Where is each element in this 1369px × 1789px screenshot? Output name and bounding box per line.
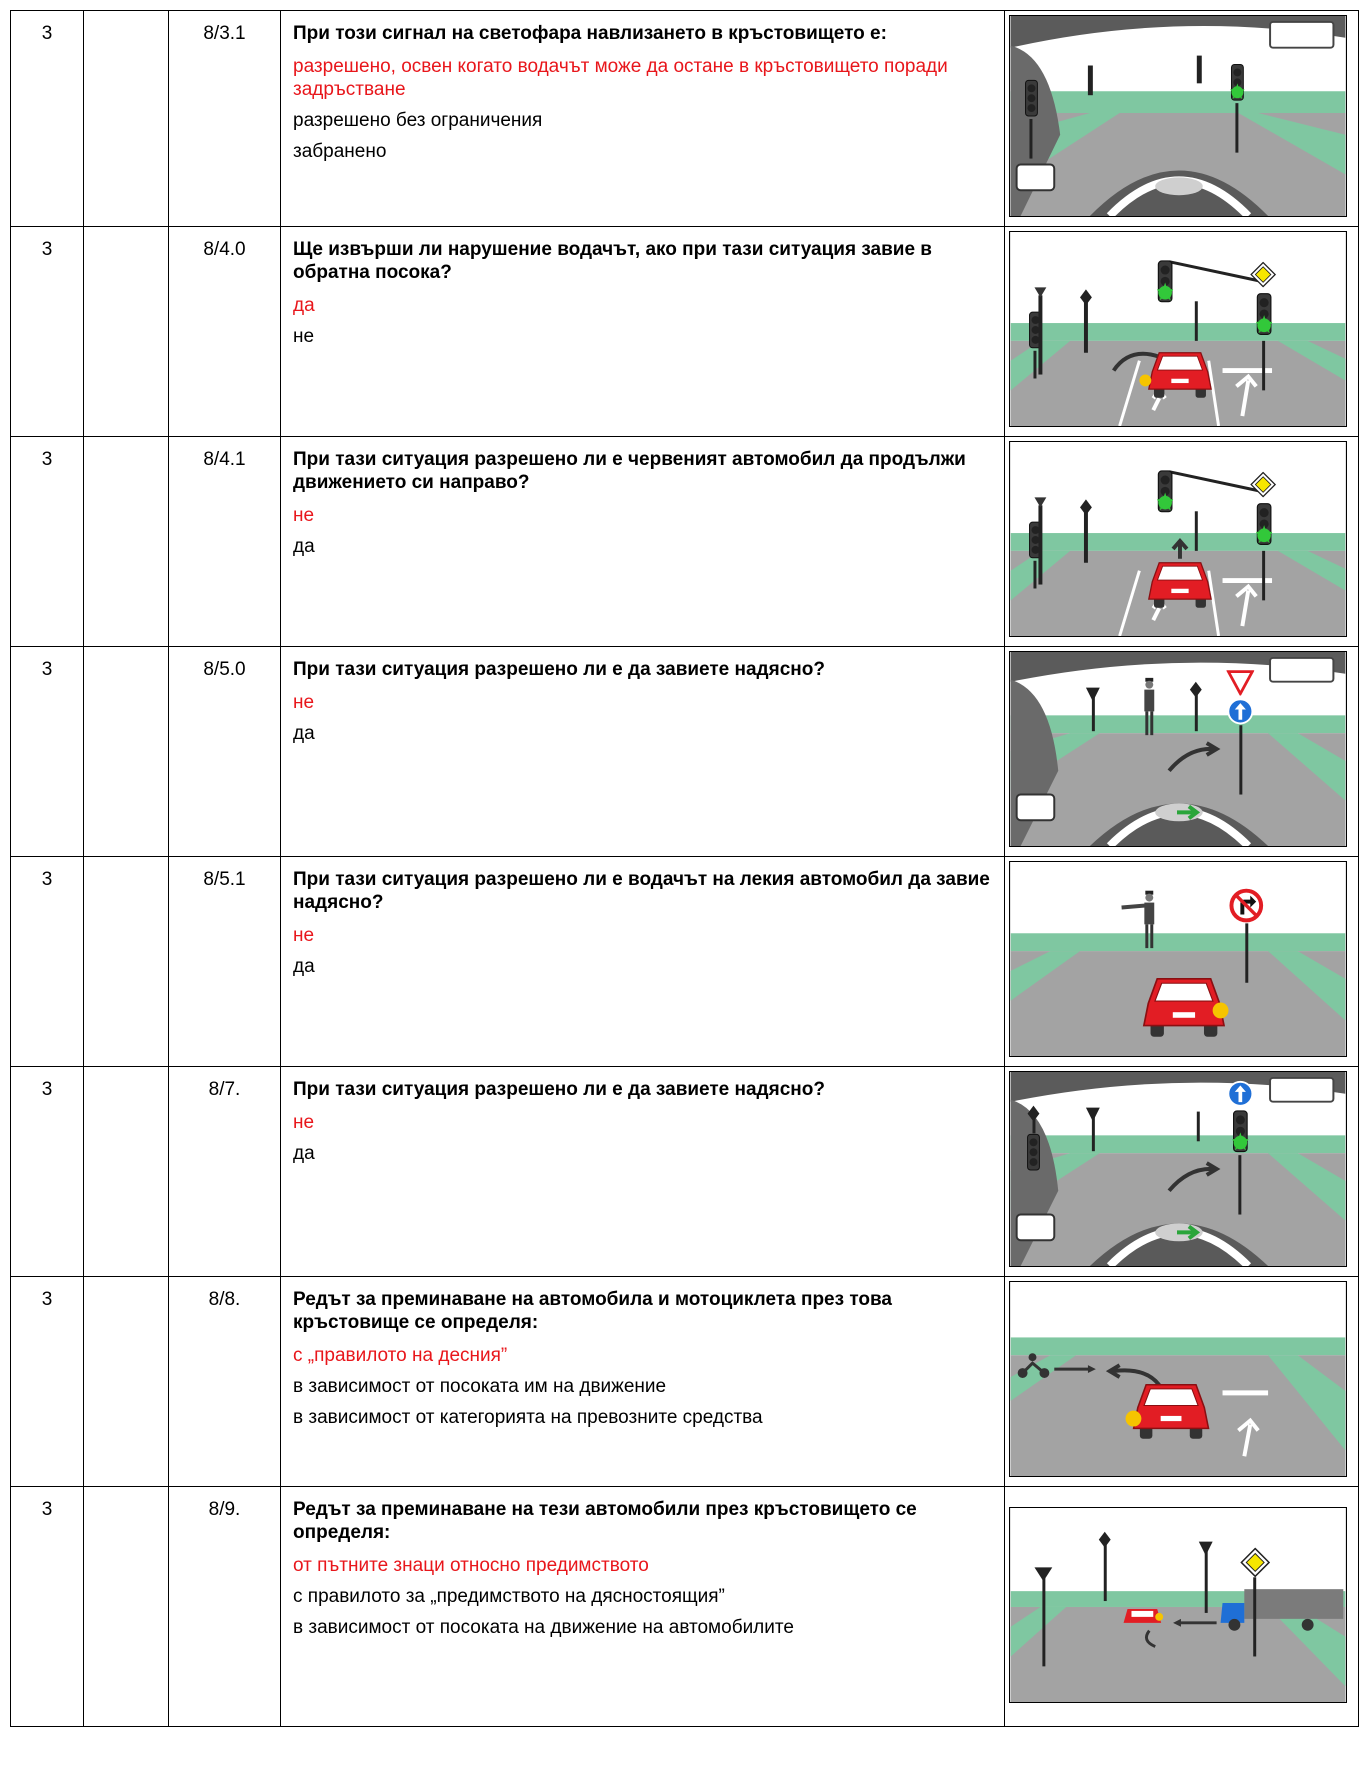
question-cell [281, 227, 1005, 437]
questions-table [10, 10, 1359, 1727]
table-row [11, 857, 1359, 1067]
question-cell [281, 11, 1005, 227]
question-text: Ще извърши ли нарушение водачът, ако при тази ситуация завие в обратна посока? [293, 239, 932, 283]
answer-option: с правилото за „предимството на дясностоящия” [293, 1586, 725, 1607]
question-number: 8/5.1 [169, 857, 281, 1067]
scene-cockpit-traffic-lights [1009, 15, 1347, 217]
question-cell [281, 857, 1005, 1067]
question-text: При тази ситуация разрешено ли е да завиете надясно? [293, 659, 825, 680]
answer-option: в зависимост от посоката им на движение [293, 1376, 667, 1397]
correct-answer: не [293, 1112, 315, 1133]
correct-answer: от пътните знаци относно предимството [293, 1555, 649, 1576]
answer-option: да [293, 1143, 315, 1164]
blank-cell [84, 227, 169, 437]
answer-option: да [293, 536, 315, 557]
question-cell [281, 1487, 1005, 1727]
answer-option: не [293, 326, 315, 347]
answer-option: да [293, 723, 315, 744]
answer-option: в зависимост от категорията на превозните средства [293, 1407, 763, 1428]
correct-answer: не [293, 925, 315, 946]
question-number: 8/3.1 [169, 11, 281, 227]
blank-cell [84, 1067, 169, 1277]
question-text: При тази ситуация разрешено ли е да завиете надясно? [293, 1079, 825, 1100]
question-number: 8/7. [169, 1067, 281, 1277]
question-text: Редът за преминаване на тези автомобили през кръстовището се определя: [293, 1499, 917, 1543]
correct-answer: не [293, 692, 315, 713]
category-cell: 3 [11, 227, 84, 437]
illustration-cell [1005, 1487, 1359, 1727]
scene-cockpit-traffic-officer [1009, 651, 1347, 847]
category-cell: 3 [11, 1067, 84, 1277]
answer-option: разрешено без ограничения [293, 110, 543, 131]
table-row [11, 227, 1359, 437]
correct-answer: разрешено, освен когато водачът може да остане в кръстовището поради задръстване [293, 56, 948, 100]
scene-red-car-straight [1009, 441, 1347, 637]
correct-answer: не [293, 505, 315, 526]
category-cell: 3 [11, 11, 84, 227]
question-number: 8/8. [169, 1277, 281, 1487]
scene-cockpit-one-way-sign [1009, 1071, 1347, 1267]
blank-cell [84, 437, 169, 647]
table-row [11, 647, 1359, 857]
table-row [11, 437, 1359, 647]
illustration-cell [1005, 11, 1359, 227]
category-cell: 3 [11, 1277, 84, 1487]
scene-red-car-uturn [1009, 231, 1347, 427]
answer-option: забранено [293, 141, 387, 162]
blank-cell [84, 1277, 169, 1487]
question-text: Редът за преминаване на автомобила и мотоциклета през това кръстовище се определя: [293, 1289, 892, 1333]
question-cell [281, 1067, 1005, 1277]
blank-cell [84, 11, 169, 227]
blank-cell [84, 647, 169, 857]
blank-cell [84, 857, 169, 1067]
answer-option: в зависимост от посоката на движение на автомобилите [293, 1617, 794, 1638]
table-row [11, 1067, 1359, 1277]
illustration-cell [1005, 1277, 1359, 1487]
scene-car-and-motorcycle [1009, 1281, 1347, 1477]
question-cell [281, 647, 1005, 857]
question-text: При тази ситуация разрешено ли е червеният автомобил да продължи движението си направо? [293, 449, 966, 493]
question-number: 8/5.0 [169, 647, 281, 857]
question-number: 8/4.1 [169, 437, 281, 647]
questions-sheet [10, 10, 1358, 1727]
category-cell: 3 [11, 647, 84, 857]
blank-cell [84, 1487, 169, 1727]
illustration-cell [1005, 857, 1359, 1067]
illustration-cell [1005, 227, 1359, 437]
category-cell: 3 [11, 1487, 84, 1727]
question-number: 8/9. [169, 1487, 281, 1727]
category-cell: 3 [11, 437, 84, 647]
correct-answer: с „правилото на десния” [293, 1345, 508, 1366]
illustration-cell [1005, 647, 1359, 857]
table-row [11, 1487, 1359, 1727]
scene-red-car-no-right-turn [1009, 861, 1347, 1057]
question-number: 8/4.0 [169, 227, 281, 437]
question-text: При тази ситуация разрешено ли е водачът на лекия автомобил да завие надясно? [293, 869, 990, 913]
scene-car-and-truck-priority [1009, 1507, 1347, 1703]
table-row [11, 1277, 1359, 1487]
answer-option: да [293, 956, 315, 977]
question-cell [281, 1277, 1005, 1487]
correct-answer: да [293, 295, 315, 316]
question-text: При този сигнал на светофара навлизането в кръстовището е: [293, 23, 887, 44]
table-row [11, 11, 1359, 227]
illustration-cell [1005, 437, 1359, 647]
illustration-cell [1005, 1067, 1359, 1277]
category-cell: 3 [11, 857, 84, 1067]
question-cell [281, 437, 1005, 647]
